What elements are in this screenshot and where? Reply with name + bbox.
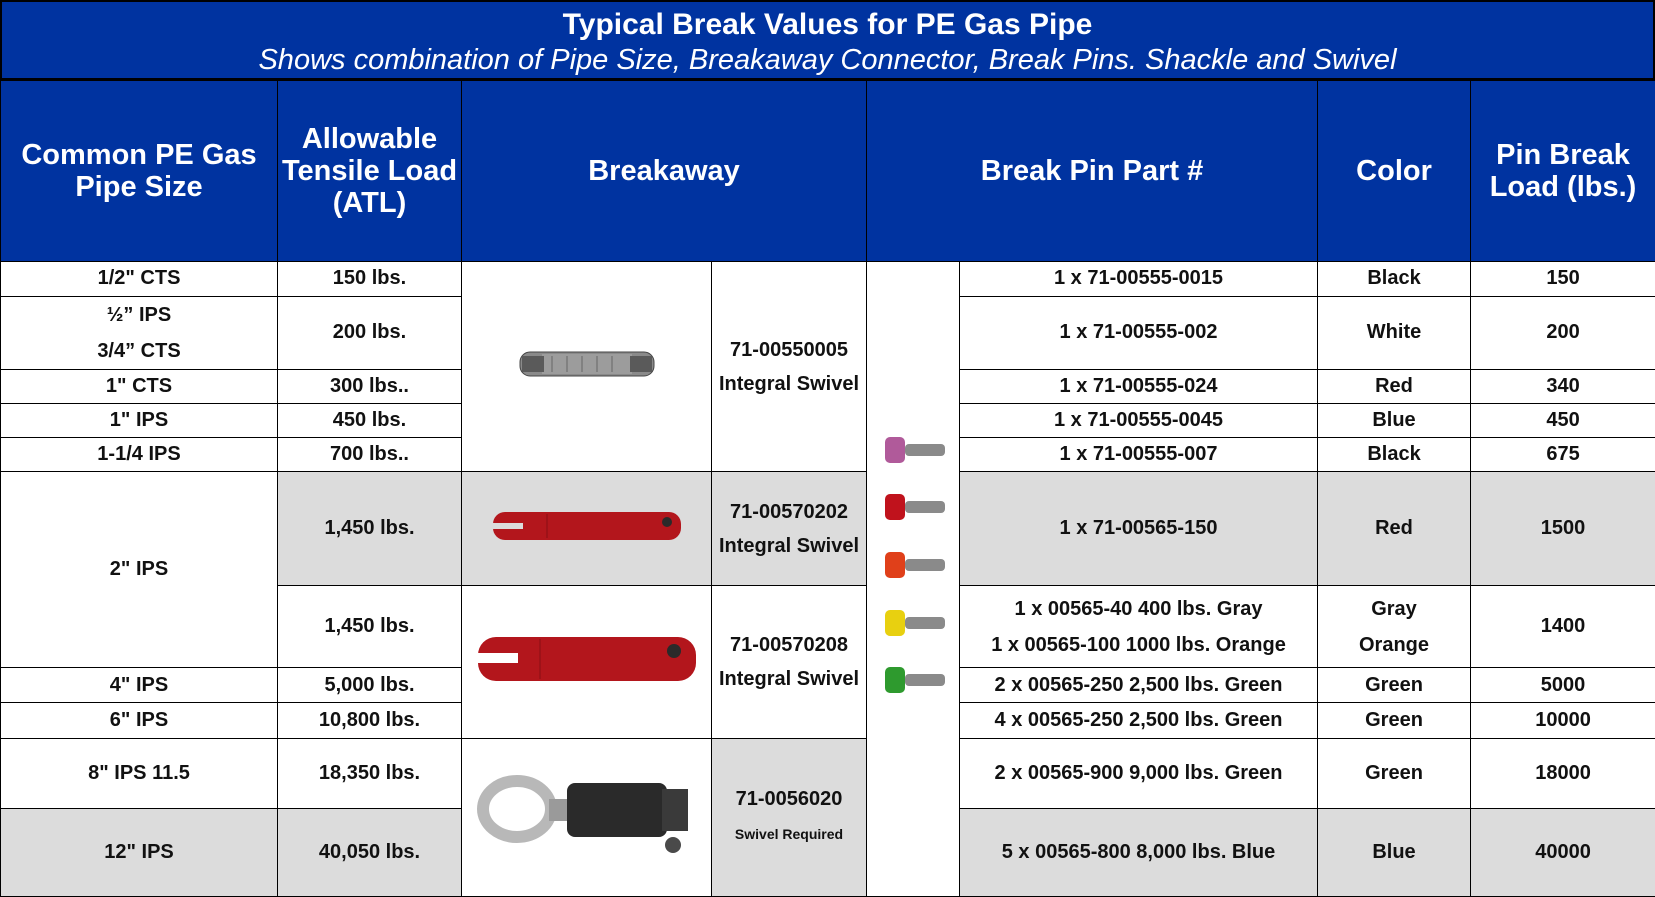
atl-cell: 18,350 lbs. [278,738,462,808]
color-cell: Green [1318,738,1471,808]
atl-cell: 700 lbs.. [278,437,462,471]
pipe-size-cell: 2" IPS [1,471,278,667]
orange-break-pin-icon [883,550,947,580]
atl-cell: 150 lbs. [278,262,462,296]
connector-part-cell [712,471,867,585]
large-red-connector-icon [474,631,700,687]
atl-cell: 450 lbs. [278,403,462,437]
break-values-table [0,80,1655,897]
pin-load-cell: 200 [1471,296,1655,369]
pin-load-cell: 1400 [1471,586,1655,668]
pin-part-cell: 1 x 71-00555-0045 [960,403,1318,437]
red-connector-icon [487,506,687,546]
pin-part-cell: 4 x 00565-250 2,500 lbs. Green [960,703,1318,738]
atl-cell: 5,000 lbs. [278,668,462,703]
atl-cell: 1,450 lbs. [278,586,462,668]
color-cell: Green [1318,668,1471,703]
color-cell: Blue [1318,403,1471,437]
pin-part-cell: 1 x 71-00555-024 [960,369,1318,403]
connector-note: Integral Swivel [718,534,860,557]
pin-part-cell: 1 x 71-00565-150 [960,471,1318,585]
header-pin-load: Pin Break Load (lbs.) [1471,81,1655,262]
atl-cell: 300 lbs.. [278,369,462,403]
pin-load-cell: 18000 [1471,738,1655,808]
header-breakaway: Breakaway [462,81,867,262]
connector-note: Integral Swivel [718,372,860,395]
color-cell: White [1318,296,1471,369]
pin-icons-column [867,262,959,896]
table-row [1,471,1655,585]
color-cell: Green [1318,703,1471,738]
pin-part-cell [960,586,1318,668]
pipe-size-cell: 12" IPS [1,808,278,896]
pipe-size-cell: 1" IPS [1,403,278,437]
pin-part-cell: 5 x 00565-800 8,000 lbs. Blue [960,808,1318,896]
color-cell: Black [1318,262,1471,296]
atl-cell: 200 lbs. [278,296,462,369]
connector-part-cell [712,586,867,738]
header-color: Color [1318,81,1471,262]
atl-cell: 40,050 lbs. [278,808,462,896]
pin-part-cell: 1 x 71-00555-002 [960,296,1318,369]
purple-break-pin-icon [883,435,947,465]
color-cell: Blue [1318,808,1471,896]
header-pipe-size: Common PE Gas Pipe Size [1,81,278,262]
header-pin-part: Break Pin Part # [867,81,1318,262]
pin-load-cell: 150 [1471,262,1655,296]
connector-note: Swivel Required [734,826,844,843]
pin-part-cell: 1 x 71-00555-0015 [960,262,1318,296]
connector-part-cell [712,738,867,896]
connector-image-cell [462,262,712,471]
steel-connector-icon [512,344,662,384]
pin-part-a: 1 x 00565-40 400 lbs. Gray [1014,597,1263,620]
table-title-banner [0,0,1655,80]
pin-load-cell: 40000 [1471,808,1655,896]
table-row [1,738,1655,808]
pin-load-cell: 340 [1471,369,1655,403]
pin-load-cell: 5000 [1471,668,1655,703]
pipe-size-cell: 1" CTS [1,369,278,403]
pipe-size-a: ½” IPS [106,303,172,326]
swivel-shackle-icon [477,759,697,869]
pipe-size-cell: 1/2" CTS [1,262,278,296]
connector-image-cell [462,471,712,585]
color-cell [1318,586,1471,668]
header-atl: Allowable Tensile Load (ATL) [278,81,462,262]
table-title: Typical Break Values for PE Gas Pipe [562,8,1093,41]
header-row [1,81,1655,262]
connector-part-number: 71-00570202 [730,500,848,523]
pipe-size-cell: 6" IPS [1,703,278,738]
pin-part-cell: 2 x 00565-250 2,500 lbs. Green [960,668,1318,703]
pin-part-cell: 2 x 00565-900 9,000 lbs. Green [960,738,1318,808]
color-b: Orange [1359,633,1430,656]
green-break-pin-icon [883,665,947,695]
table-row [1,262,1655,296]
pin-part-b: 1 x 00565-100 1000 lbs. Orange [991,633,1286,656]
pin-load-cell: 450 [1471,403,1655,437]
red-break-pin-icon [883,492,947,522]
yellow-break-pin-icon [883,608,947,638]
color-cell: Black [1318,437,1471,471]
pin-load-cell: 1500 [1471,471,1655,585]
pipe-size-cell: 1-1/4 IPS [1,437,278,471]
connector-image-cell [462,586,712,738]
connector-part-number: 71-00550005 [730,338,848,361]
table-subtitle: Shows combination of Pipe Size, Breakaway Connector, Break Pins. Shackle and Swivel [258,44,1397,76]
connector-note: Integral Swivel [718,667,860,690]
color-a: Gray [1371,597,1417,620]
color-cell: Red [1318,471,1471,585]
connector-part-cell [712,262,867,471]
pin-load-cell: 675 [1471,437,1655,471]
atl-cell: 1,450 lbs. [278,471,462,585]
pipe-size-cell: 4" IPS [1,668,278,703]
connector-image-cell [462,738,712,896]
connector-part-number: 71-00570208 [730,633,848,656]
atl-cell: 10,800 lbs. [278,703,462,738]
connector-part-number: 71-0056020 [735,788,843,811]
pipe-size-cell: 8" IPS 11.5 [1,738,278,808]
pin-icons-cell [867,262,960,897]
pipe-size-cell [1,296,278,369]
pipe-size-b: 3/4” CTS [97,339,181,362]
pin-load-cell: 10000 [1471,703,1655,738]
color-cell: Red [1318,369,1471,403]
pin-part-cell: 1 x 71-00555-007 [960,437,1318,471]
